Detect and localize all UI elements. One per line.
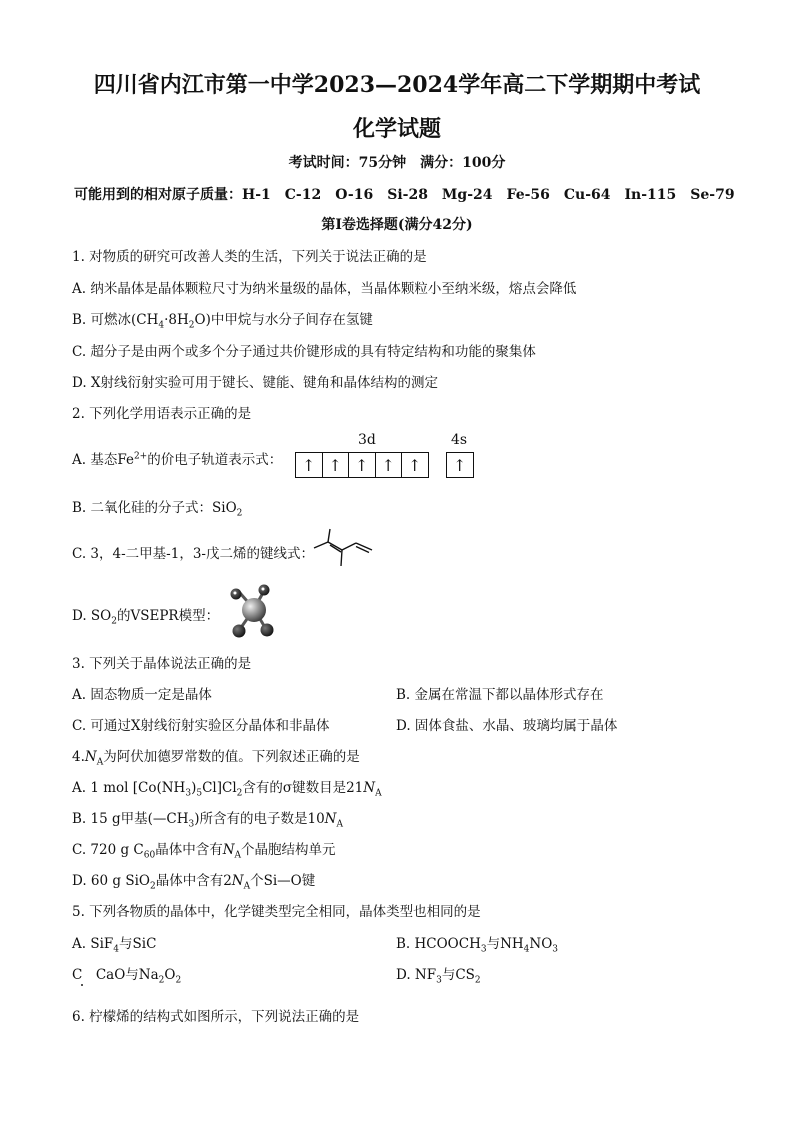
- q3-option-a: A. 固态物质一定是晶体: [72, 687, 212, 703]
- exam-title: 四川省内江市第一中学2023—2024学年高二下学期期中考试: [93, 72, 701, 98]
- q4-option-c: C. 720 g $C_{60}$晶体中含有$N_A$个晶胞结构单元: [72, 842, 336, 861]
- q1-option-a: A. 纳米晶体是晶体颗粒尺寸为纳米量级的晶体，当晶体颗粒小至纳米级，熔点会降低: [72, 281, 577, 297]
- up-arrow-icon: ↑: [376, 453, 403, 477]
- q2-stem: 2. 下列化学用语表示正确的是: [72, 406, 252, 422]
- q5-stem: 5. 下列各物质的晶体中，化学键类型完全相同，晶体类型也相同的是: [72, 904, 481, 920]
- q5-option-d: D. $NF_3$与$CS_2$: [396, 967, 481, 986]
- q3-option-b: B. 金属在常温下都以晶体形式存在: [396, 687, 604, 703]
- q6-stem: 6. 柠檬烯的结构式如图所示，下列说法正确的是: [72, 1009, 360, 1025]
- q1-option-c: C. 超分子是由两个或多个分子通过共价键形成的具有特定结构和功能的聚集体: [72, 344, 536, 360]
- up-arrow-icon: ↑: [323, 453, 350, 477]
- q5-option-b: B. $HCOOCH_3$与$NH_4NO_3$: [396, 936, 559, 955]
- q3-option-d: D. 固体食盐、水晶、玻璃均属于晶体: [396, 718, 618, 734]
- q5-option-c: C CaO与$Na_2O_2$: [72, 967, 182, 986]
- q4-option-b: B. 15 g甲基$(—CH_3)$所含有的电子数是$10N_A$: [72, 811, 343, 830]
- up-arrow-icon: ↑: [349, 453, 376, 477]
- exam-subtitle: 化学试题: [352, 116, 441, 142]
- up-arrow-icon: ↑: [296, 453, 323, 477]
- vsepr-model-diagram: [226, 583, 282, 643]
- q5-option-a: A. SiF$_4$与SiC: [72, 936, 157, 955]
- q4-option-a: A. 1 mol $[Co(NH_3)_5Cl]Cl_2$含有的σ键数目是$21N_A$: [72, 780, 382, 799]
- q4-option-d: D. 60 g SiO$_2$晶体中含有$2N_A$个Si—O键: [72, 873, 316, 892]
- up-arrow-icon: ↑: [408, 455, 422, 475]
- skeletal-formula-diagram: [310, 526, 380, 572]
- orbital-3d-label: 3d: [358, 432, 376, 448]
- exam-info: 考试时间：75分钟 满分：100分: [288, 155, 506, 171]
- q2-option-a: A. 基态$Fe^{2+}$的价电子轨道表示式：: [72, 451, 283, 468]
- q3-option-c: C. 可通过X射线衍射实验区分晶体和非晶体: [72, 718, 330, 734]
- q2-option-d: D. $SO_2$的VSEPR模型：: [72, 608, 220, 627]
- stray-dot: [81, 984, 83, 986]
- q1-stem: 1. 对物质的研究可改善人类的生活，下列关于说法正确的是: [72, 249, 427, 265]
- orbital-4s-box: [446, 452, 474, 478]
- q2-option-c: C. 3，4-二甲基-1，3-戊二烯的键线式：: [72, 546, 314, 562]
- q2-option-b: B. 二氧化硅的分子式：SiO$_2$: [72, 500, 243, 519]
- q4-stem: $4.N_A$为阿伏加德罗常数的值。下列叙述正确的是: [72, 749, 360, 768]
- up-arrow-icon: ↑: [453, 455, 467, 475]
- q3-stem: 3. 下列关于晶体说法正确的是: [72, 656, 252, 672]
- orbital-3d-box: [295, 452, 429, 478]
- q1-option-d: D. X射线衍射实验可用于键长、键能、键角和晶体结构的测定: [72, 375, 439, 391]
- atomic-masses: 可能用到的相对原子质量：H-1 C-12 O-16 Si-28 Mg-24 Fe-56 Cu-64 In-115 Se-79: [74, 187, 735, 203]
- q1-option-b: B. 可燃冰$(CH_4\cdot 8H_2O)$中甲烷与水分子间存在氢键: [72, 312, 373, 331]
- section-heading: 第Ⅰ卷选择题(满分42分): [321, 217, 473, 233]
- orbital-4s-label: 4s: [451, 432, 468, 448]
